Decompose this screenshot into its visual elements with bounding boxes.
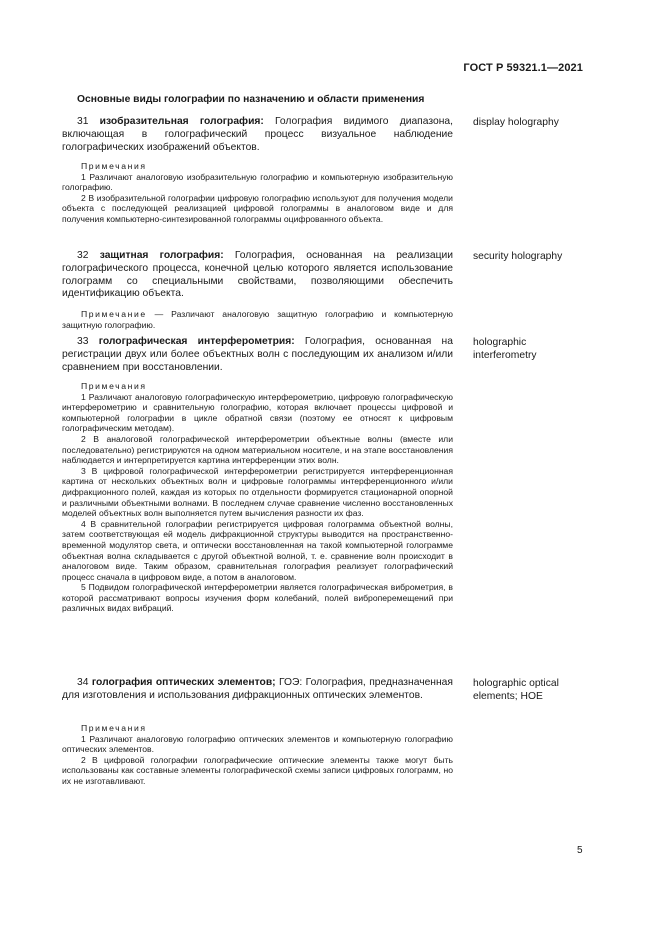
term-number: 31 [77,116,89,127]
term-34 [62,677,453,703]
term-name: голография оптических элементов; [91,677,276,688]
note: 1 Различают аналоговую голографию оптических элементов и компьютерную голографию оптических элементов. [62,733,453,755]
term-definition: ГОЭ: Голография, предназначенная для изготовления и использования дифракционных оптических элементов. [62,677,453,701]
term-33-english: holographic interferometry [473,337,537,361]
term-32-notes [62,309,453,330]
term-definition: Голография, основанная на регистрации двух или более объектных волн с последующим их анализом и/или сравнением при восстановлении. [62,336,453,373]
note: 4 В сравнительной голографии регистрируется цифровая голограмма объектной волны, затем соответствующая ей модель дифракционной структуры выводится на пространственно-временной модулятор света, и оптически восстановленная на такой компьютерной голограмме объектная волна складывается с другой объектной волной, т. е. сравнение волн происходит в аналоговом виде. Таким образом, сравнительная голография реализует голографический процесс сначала в цифровом виде, а потом в аналоговом. [62,518,453,582]
notes-header: Примечания [81,381,147,391]
term-34-english: holographic optical elements; HOE [473,678,559,702]
note: 1 Различают аналоговую изобразительную голографию и компьютерную изобразительную голографию. [62,171,453,193]
term-name: защитная голография: [99,250,224,261]
term-definition: Голография видимого диапазона, включающая в голографический процесс визуальное наблюдение голографических изображений объектов. [62,116,453,153]
page-number: 5 [577,845,583,856]
term-name: голографическая интерферометрия: [98,336,295,347]
notes-header: Примечания [81,161,147,171]
note: 2 В цифровой голографии голографические оптические элементы также могут быть использованы как составные элементы голографической схемы записи цифровых голограмм, но их не изготавливают. [62,754,453,786]
section-title: Основные виды голографии по назначению и области применения [77,94,425,105]
term-32 [62,250,453,301]
term-33 [62,336,453,374]
term-name: изобразительная голография: [99,116,264,127]
note: 2 В аналоговой голографической интерферометрии объектные волны (вместе или последовательно) регистрируются на одном материальном носителе, и на этапе восстановления наблюдается и интерпретируется картина интерференции этих волн. [62,433,453,466]
term-31-notes [62,161,453,225]
note: 1 Различают аналоговую голографическую интерферометрию, цифровую голографическую интерферометрию и сравнительную голографию, которая включает процессы цифровой и компьютерной голографии в цикле обратной связи (поэтому ее относят к цифровым голографическим методам). [62,391,453,434]
note: 5 Подвидом голографической интерферометрии является голографическая виброметрия, в которой рассматривают вопросы изучения форм колебаний, полей виброперемещений при различных видах вибраций. [62,582,453,614]
term-31 [62,116,453,154]
notes-header: Примечания [81,723,147,733]
term-32-english: security holography [473,251,563,262]
note: 2 В изобразительной голографии цифровую голографию используют для получения модели объекта с последующей реализацией цифровой голограммы в аналоговом виде и для получения компьютерно-синтезированной голограммы оцифрованного объекта. [62,192,453,224]
term-number: 33 [77,336,89,347]
term-31-english: display holography [473,117,559,128]
note: — Различают аналоговую защитную голографию и компьютерную защитную голографию. [62,309,454,330]
document-code: ГОСТ Р 59321.1—2021 [463,62,583,74]
term-number: 32 [77,250,89,261]
note: 3 В цифровой голографической интерферометрии регистрируется интерференционная картина от нескольких объектных волн и цифровые голограммы интерференционного и/или дифракционного полей, каждая из которых по отдельности формируется стационарной опорной и различными объектными волнами. В последнем случае сравнение численно восстановленных моделей объектных волн выполняется путем вычисления разности их фаз. [62,465,453,519]
notes-header: Примечание [81,309,147,319]
term-34-notes [62,723,453,787]
term-33-notes [62,381,453,614]
term-number: 34 [77,677,89,688]
term-definition: Голография, основанная на реализации голографического процесса, конечной целью которого является использование голограмм со специальными свойствами, позволяющими обеспечить идентификацию объекта. [62,250,453,300]
